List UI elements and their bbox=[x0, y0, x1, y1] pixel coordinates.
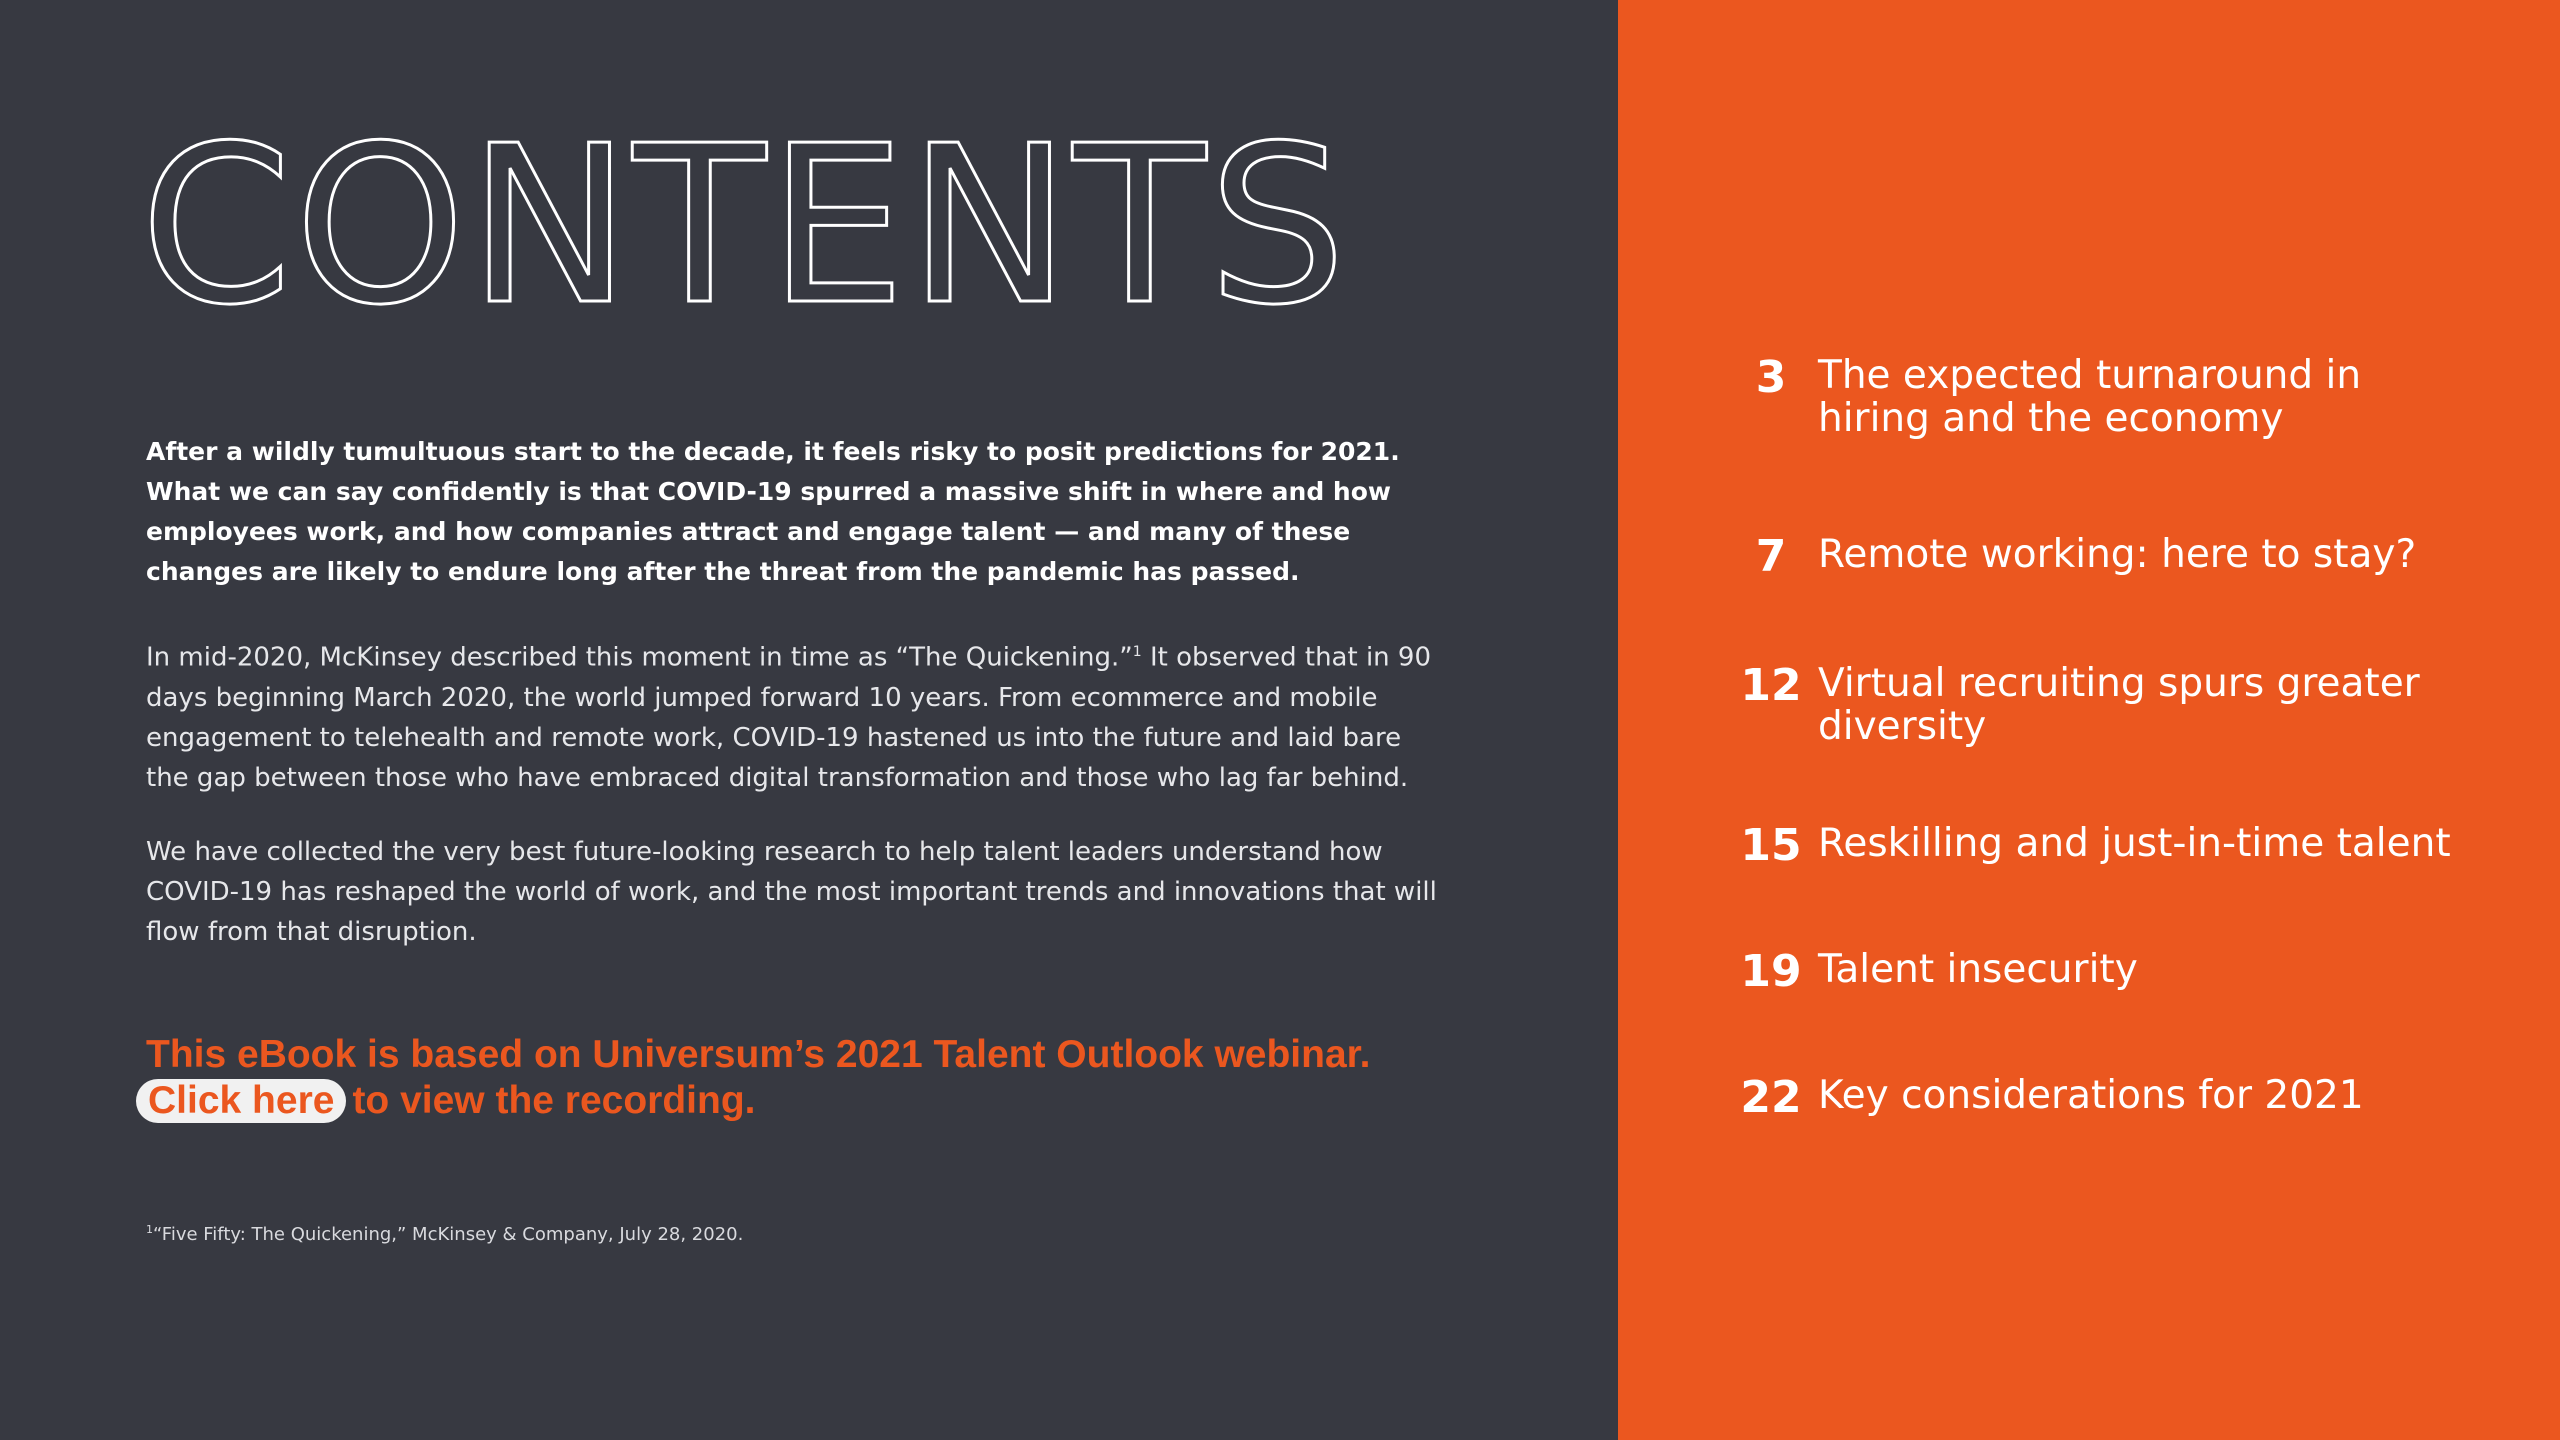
webinar-callout-line-2 bbox=[136, 1078, 1546, 1124]
footnote-number: 1 bbox=[146, 1223, 153, 1236]
body-paragraph-research: We have collected the very best future-looking research to help talent leaders understand how COVID-19 has reshaped the world of work, and the most important trends and innovations that will flow from that disruption. bbox=[146, 837, 1437, 947]
toc-item-reskilling[interactable] bbox=[1740, 818, 2540, 918]
footnote-reference: 1 bbox=[1132, 644, 1142, 660]
toc-item-turnaround[interactable] bbox=[1740, 350, 2540, 450]
toc-page-number: 3 bbox=[1755, 352, 1787, 403]
webinar-callout bbox=[146, 1032, 1546, 1124]
webinar-callout-line: This eBook is based on Universum’s 2021 Talent Outlook webinar. bbox=[146, 1033, 1371, 1076]
toc-page-number: 22 bbox=[1740, 1072, 1802, 1123]
toc-title: Remote working: here to stay? bbox=[1818, 532, 2417, 577]
footnote-text: “Five Fifty: The Quickening,” McKinsey & Company, July 28, 2020. bbox=[153, 1224, 744, 1245]
toc-page-number: 12 bbox=[1740, 660, 1802, 711]
toc-item-virtual-recruiting[interactable] bbox=[1740, 658, 2540, 758]
toc-item-remote-working[interactable] bbox=[1740, 529, 2540, 629]
toc-page-number: 19 bbox=[1740, 946, 1802, 997]
intro-paragraph: After a wildly tumultuous start to the decade, it feels risky to posit predictions for 2021. What we can say confidently is that COVID-19 spurred a massive shift in where and how employees work, and how companies attract and engage talent — and many of these changes are likely to endure long after the threat from the pandemic has passed. bbox=[146, 437, 1400, 586]
toc-item-key-considerations[interactable] bbox=[1740, 1070, 2540, 1170]
webinar-callout-rest: to view the recording. bbox=[352, 1079, 756, 1122]
page-title: CONTENTS bbox=[140, 100, 1349, 353]
toc-title: Key considerations for 2021 bbox=[1818, 1073, 2364, 1118]
paragraph-text-end: It observed that in 90 days beginning March 2020, the world jumped forward 10 years. From ecommerce and mobile engagement to telehealth and remote work, COVID-19 hastened us into the future and laid bare the gap between those who have embraced digital transformation and those who lag far behind. bbox=[146, 642, 1431, 793]
footnote bbox=[146, 1218, 743, 1247]
toc-title: Virtual recruiting spurs greater diversity bbox=[1818, 661, 2420, 749]
body-paragraph-quickening bbox=[146, 632, 1446, 798]
paragraph-text-start: In mid-2020, McKinsey described this moment in time as “The Quickening.” bbox=[146, 642, 1133, 673]
click-here-link[interactable]: Click here bbox=[136, 1079, 346, 1123]
table-of-contents bbox=[1740, 0, 2540, 1440]
toc-page-number: 15 bbox=[1740, 820, 1802, 871]
toc-title: Reskilling and just-in-time talent bbox=[1818, 821, 2451, 866]
toc-page-number: 7 bbox=[1755, 531, 1787, 582]
toc-title: The expected turnaround in hiring and the economy bbox=[1818, 353, 2362, 441]
toc-title: Talent insecurity bbox=[1818, 947, 2138, 992]
toc-item-talent-insecurity[interactable] bbox=[1740, 944, 2540, 1044]
